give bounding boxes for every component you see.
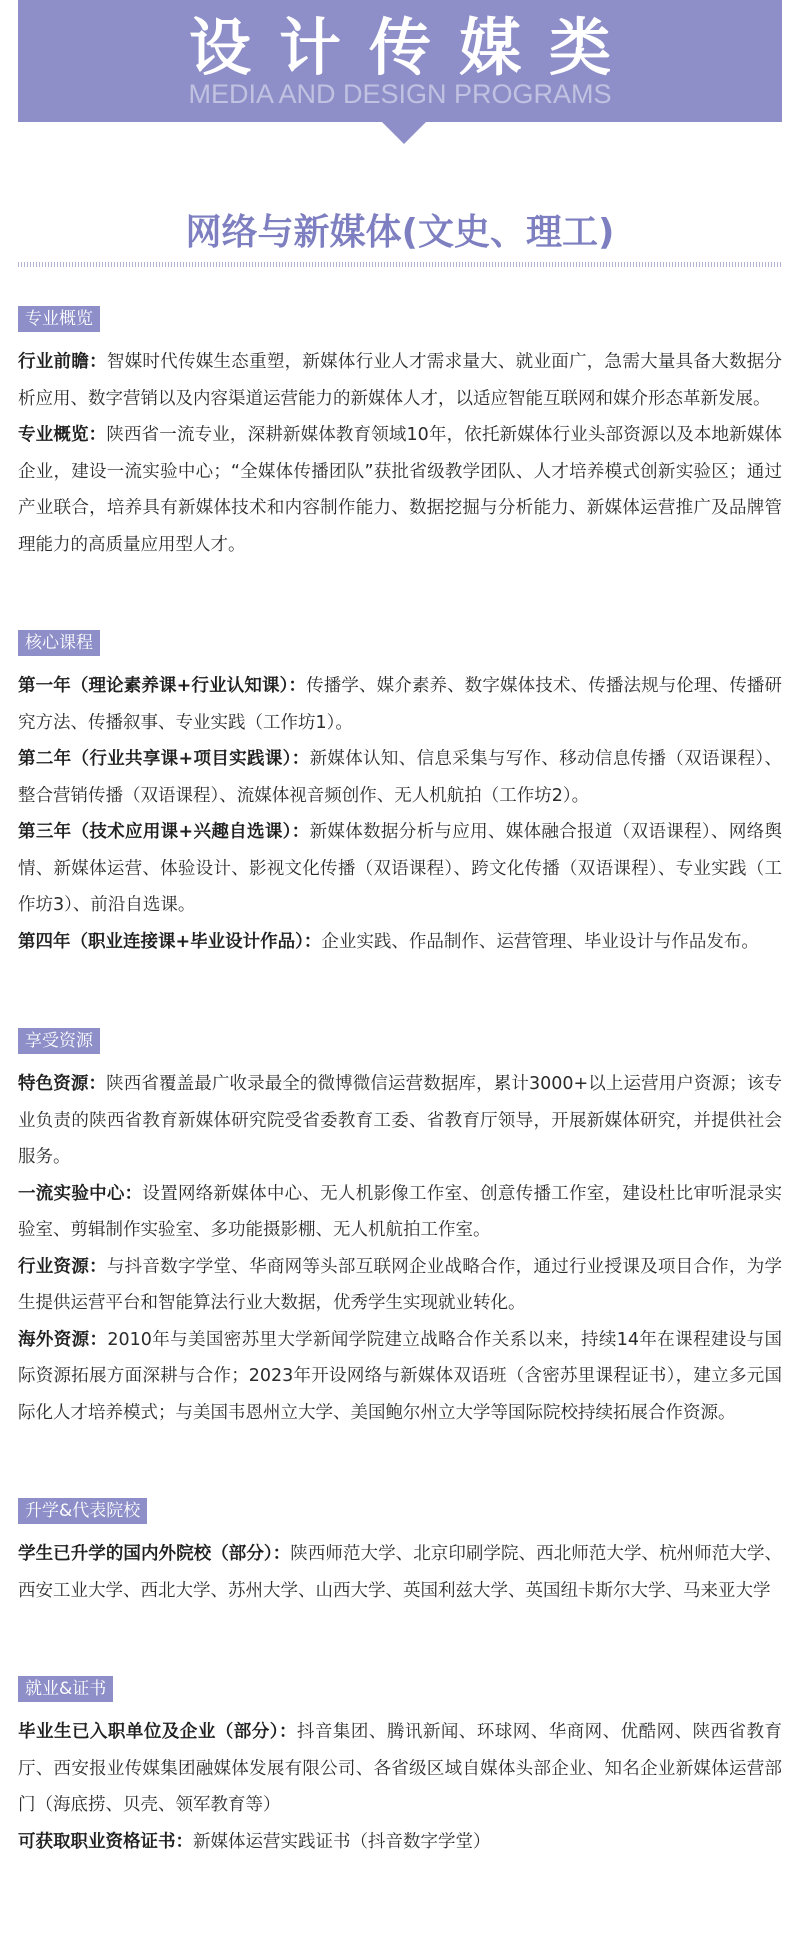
paragraph-text: 陕西师范大学、北京印刷学院、西北师范大学、杭州师范大学、西安工业大学、西北大学、苏州大学、山西大学、英国利兹大学、英国纽卡斯尔大学、马来亚大学 <box>18 1544 783 1601</box>
paragraph <box>18 1824 782 1861</box>
paragraph <box>18 1176 782 1249</box>
paragraph-text: 传播学、媒介素养、数字媒体技术、传播法规与伦理、传播研究方法、传播叙事、专业实践（工作坊1）。 <box>18 676 782 733</box>
section-tag: 核心课程 <box>18 630 100 656</box>
section-further-study <box>18 1498 782 1609</box>
paragraph-label: 第三年（技术应用课+兴趣自选课）： <box>18 822 310 842</box>
paragraph-label: 行业前瞻： <box>18 352 107 372</box>
paragraph <box>18 1536 782 1609</box>
paragraph-label: 海外资源： <box>18 1329 108 1350</box>
paragraph-label: 特色资源： <box>18 1074 107 1094</box>
paragraph <box>18 344 782 417</box>
section-resources <box>18 1028 782 1431</box>
section-overview <box>18 306 782 563</box>
section-tag: 享受资源 <box>18 1028 100 1054</box>
paragraph-text: 新媒体认知、信息采集与写作、移动信息传播（双语课程）、整合营销传播（双语课程）、流媒体视音频创作、无人机航拍（工作坊2）。 <box>18 749 782 806</box>
paragraph-label: 毕业生已入职单位及企业（部分）： <box>18 1722 297 1742</box>
paragraph <box>18 1066 782 1176</box>
paragraph <box>18 1714 782 1824</box>
paragraph-text: 设置网络新媒体中心、无人机影像工作室、创意传播工作室，建设杜比审听混录实验室、剪辑制作实验室、多功能摄影棚、无人机航拍工作室。 <box>18 1183 783 1240</box>
paragraph-label: 第二年（行业共享课+项目实践课）： <box>18 749 310 769</box>
section-core-courses <box>18 630 782 960</box>
banner-arrow-icon <box>382 122 426 144</box>
paragraph-label: 专业概览： <box>18 425 107 445</box>
header-banner <box>18 0 782 122</box>
paragraph <box>18 924 782 961</box>
banner-subtitle: MEDIA AND DESIGN PROGRAMS <box>188 79 612 109</box>
paragraph-label: 学生已升学的国内外院校（部分）： <box>18 1544 291 1564</box>
banner-title: 设计传媒类 <box>188 11 639 84</box>
paragraph-label: 行业资源： <box>18 1256 107 1277</box>
section-tag: 升学&代表院校 <box>18 1498 147 1524</box>
paragraph <box>18 741 782 814</box>
paragraph-text: 2010年与美国密苏里大学新闻学院建立战略合作关系以来，持续14年在课程建设与国际资源拓展方面深耕与合作；2023年开设网络与新媒体双语班（含密苏里课程证书），建立多元国际化人才培养模式；与美国韦恩州立大学、美国鲍尔州立大学等国际院校持续拓展合作资源。 <box>18 1329 782 1423</box>
paragraph-text: 陕西省覆盖最广收录最全的微博微信运营数据库，累计3000+以上运营用户资源；该专业负责的陕西省教育新媒体研究院受省委教育工委、省教育厅领导，开展新媒体研究，并提供社会服务。 <box>18 1074 783 1167</box>
paragraph <box>18 814 782 924</box>
paragraph-text: 新媒体数据分析与应用、媒体融合报道（双语课程）、网络舆情、新媒体运营、体验设计、影视文化传播（双语课程）、跨文化传播（双语课程）、专业实践（工作坊3）、前沿自选课。 <box>18 822 782 915</box>
paragraph-text: 企业实践、作品制作、运营管理、毕业设计与作品发布。 <box>321 931 759 952</box>
dotted-divider <box>18 262 782 267</box>
paragraph-label: 第一年（理论素养课+行业认知课）： <box>18 676 307 696</box>
paragraph <box>18 1249 782 1322</box>
major-title: 网络与新媒体(文史、理工) <box>185 212 615 253</box>
paragraph-text: 抖音集团、腾讯新闻、环球网、华商网、优酷网、陕西省教育厅、西安报业传媒集团融媒体发展有限公司、各省级区域自媒体头部企业、知名企业新媒体运营部门（海底捞、贝壳、领军教育等） <box>18 1722 783 1815</box>
section-tag: 专业概览 <box>18 306 100 332</box>
paragraph <box>18 1322 782 1432</box>
paragraph-label: 一流实验中心： <box>18 1183 143 1204</box>
section-tag: 就业&证书 <box>18 1676 113 1702</box>
paragraph <box>18 668 782 741</box>
paragraph-text: 智媒时代传媒生态重塑，新媒体行业人才需求量大、就业面广，急需大量具备大数据分析应用、数字营销以及内容渠道运营能力的新媒体人才，以适应智能互联网和媒介形态革新发展。 <box>18 352 783 409</box>
paragraph-label: 第四年（职业连接课+毕业设计作品）： <box>18 931 322 952</box>
paragraph <box>18 417 782 563</box>
section-employment <box>18 1676 782 1860</box>
paragraph-text: 与抖音数字学堂、华商网等头部互联网企业战略合作，通过行业授课及项目合作，为学生提供运营平台和智能算法行业大数据，优秀学生实现就业转化。 <box>18 1256 783 1313</box>
paragraph-text: 陕西省一流专业，深耕新媒体教育领域10年，依托新媒体行业头部资源以及本地新媒体企业，建设一流实验中心；“全媒体传播团队”获批省级教学团队、人才培养模式创新实验区；通过产业联合，培养具有新媒体技术和内容制作能力、数据挖掘与分析能力、新媒体运营推广及品牌管理能力的高质量应用型人才。 <box>18 425 783 555</box>
paragraph-text: 新媒体运营实践证书（抖音数字学堂） <box>193 1831 491 1852</box>
paragraph-label: 可获取职业资格证书： <box>18 1831 193 1852</box>
